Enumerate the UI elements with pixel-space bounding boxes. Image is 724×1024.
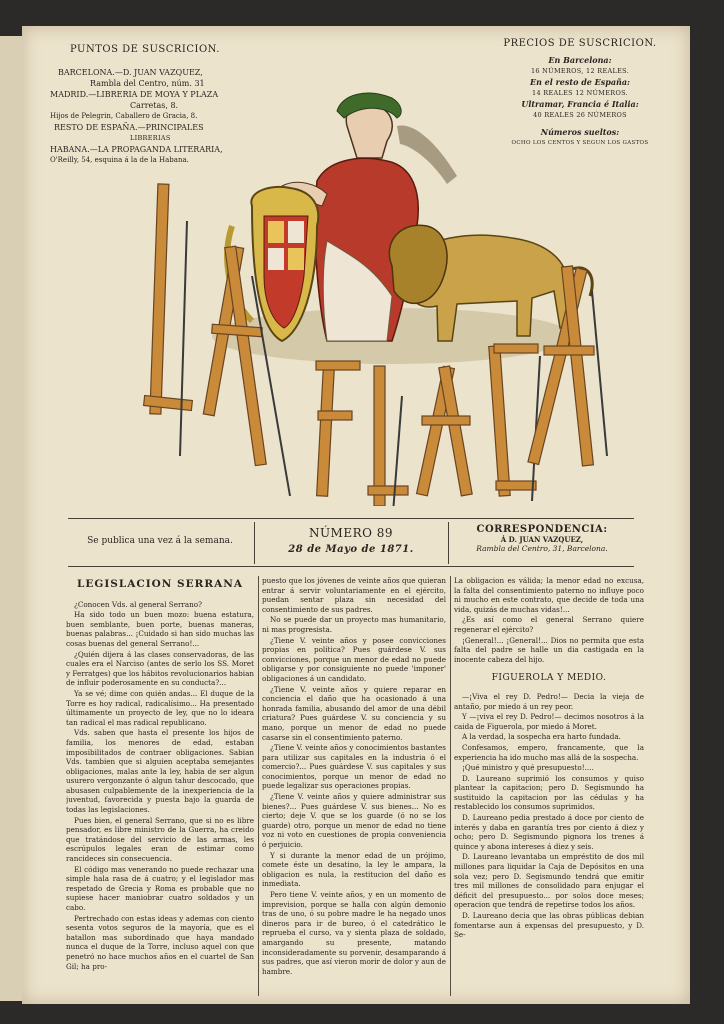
article-heading: FIGUEROLA Y MEDIO. — [491, 673, 607, 684]
band-divider — [254, 522, 255, 564]
article-paragraph: ¿Conocen Vds. al general Serrano? — [74, 599, 202, 609]
article-paragraph: ¿Tiene V. veinte años y posee convicciones propias en política? Pues guárdese V. sus convicciones, porque un menor de edad no puede obligarse y por consiguiente no puede 'imponer' obligaciones á un candidato. — [262, 635, 446, 683]
column-divider — [450, 576, 451, 996]
article-paragraph: —¡Viva el rey D. Pedro!— Decia la vieja de antaño, por miedo á un rey peor. — [454, 691, 644, 711]
price-line: Ultramar, Francia é Italia: — [521, 99, 639, 109]
weekly-notice: Se publica una vez á la semana. — [87, 536, 233, 546]
article-paragraph: Y —¡viva el rey D. Pedro!— decimos nosotros á la caida de Figuerola, por miedo á Moret. — [454, 712, 644, 731]
article-paragraph: ¿Tiene V. veinte años y quiere reparar en conciencia el daño que ha ocasionado á una honrada familia, abusando del amor de una débil criatura? Pues guárdese V. su conciencia y su mano, porque un menor de edad no puede casarse sin el consentimiento paterno. — [262, 684, 446, 742]
article-paragraph: Pero tiene V. veinte años, y en un momento de imprevision, porque se halla con algún demonio tras de uno, ó su pobre madre le ha negado unos dineros para ir de bureo, ó el catedrático le reprueba el curso, va y sienta plaza de soldado, amargando su presente, matando inconsideradamente su porvenir, desamparando á sus padres, que así vieron morir de dolor y aun de hambre. — [262, 890, 446, 976]
article-paragraph: ¿Tiene V. veinte años y quiere administrar sus bienes?... Pues guárdese V. sus bienes... No es cierto; deje V. que se los guarde (ó no se los guarde) otro, porque un menor de edad no tiene voz ni voto en cuestiones de propia conveniencia ó perjuicio. — [262, 792, 446, 850]
left-page-edge — [0, 36, 23, 1001]
price-line: 40 REALES 26 NÚMEROS — [533, 111, 627, 119]
column-1 — [66, 576, 254, 996]
price-line: En Barcelona: — [548, 55, 612, 65]
issue-number: NÚMERO 89 — [308, 526, 394, 540]
issue-band — [68, 522, 634, 564]
article-paragraph: Ya se vé; dime con quién andas... El duque de la Torre es hoy radical, radicalísimo... Ha presentado últimamente un proyecto de ley, que no lo ideara tan radical el mas radical republicano. — [66, 688, 254, 727]
rule-top — [68, 518, 634, 519]
article-paragraph: ¡General!... ¡General!... Dios no permita que esta falta del padre se halle un dia castigada en la inocente cabeza del hijo. — [454, 635, 644, 664]
price-line: OCHO LOS CENTOS Y SEGUN LOS GASTOS — [511, 140, 649, 146]
subscription-line: O'Reilly, 54, esquina á la de la Habana. — [50, 156, 189, 164]
subscription-line: Hijos de Pelegrin, Caballero de Gracia, 8. — [50, 112, 198, 120]
subscription-line: Carretas, 8. — [130, 101, 179, 110]
article-paragraph: D. Laureano decia que las obras públicas debian fomentarse aun á expensas del presupuesto, y D. Se- — [454, 911, 644, 940]
article-paragraph: D. Laureano pedia prestado á doce por ciento de interés y daba en garantía tres por ciento á diez y ocho; pero D. Segismundo pignora los trenes á quince y abona intereses á diez y seis. — [454, 813, 644, 851]
subscription-prices-title: PRECIOS DE SUSCRICION. — [503, 38, 657, 49]
correspondence-address: Rambla del Centro, 31, Barcelona. — [476, 544, 608, 553]
newspaper-page — [22, 26, 690, 1004]
article-paragraph: D. Laureano suprimió los consumos y quiso plantear la capitacion; pero D. Segismundo ha sustituido la capitacion por las cédulas y ha restablecido los consumos suprimidos. — [454, 773, 644, 812]
article-paragraph: Pues bien, el general Serrano, que si no es libre pensador, es libre ministro de la Guerra, ha creido que tratándose del servicio de las armas, les escrúpulos legales eran de estimar como rancideces sin consecuencia. — [66, 815, 254, 864]
article-paragraph: ¡Qué ministro y qué presupuesto!.... — [462, 763, 594, 773]
column-divider — [258, 576, 259, 996]
masthead-illustration — [112, 66, 632, 506]
price-line: Números sueltos: — [540, 127, 620, 137]
price-line: En el resto de España: — [529, 77, 631, 87]
article-paragraph: Y si durante la menor edad de un prójimo, comete éste un desatino, la ley le ampara, la obligacion es nula, la restitucion del daño es inmediata. — [262, 850, 446, 889]
subscription-line: LIBRERIAS — [130, 134, 171, 142]
article-paragraph: La obligacion es válida; la menor edad no excusa, la falta del consentimiento paterno no influye poco ni mucho en este contrato, que decide de toda una vida, quizás de muchas vidas!... — [454, 576, 644, 614]
column-2 — [262, 576, 446, 996]
price-line: 14 REALES 12 NÚMEROS. — [532, 89, 628, 97]
subscription-line: Rambla del Centro, núm. 31 — [90, 79, 205, 88]
rule-bottom — [68, 566, 634, 567]
article-paragraph: Confesamos, empero, francamente, que la experiencia ha ido mucho mas allá de la sospecha. — [454, 742, 644, 762]
article-paragraph: El código mas venerando no puede rechazar una simple hala rasa de á cuatro; y el legislador mas respetado de Grecia y Roma es probable que no supiese hacer maniobrar cuatro soldados y un cabo. — [66, 864, 254, 912]
article-paragraph: ¿Quién dijera á las clases conservadoras, de las cuales era el Narciso (antes de serlo los SS. Moret y Ferratges) que los hábitos revolucionarios habian de influir poderosamente en su conducta?... — [66, 649, 254, 688]
price-line: 16 NÚMEROS, 12 REALES. — [530, 67, 630, 75]
article-paragraph: Ha sido todo un buen mozo: buena estatura, buen semblante, buen porte, buenas maneras, buenas palabras... ¡Cuidado si han sido muchas las cosas buenas del general Serrano!... — [66, 610, 254, 648]
article-heading: LEGISLACION SERRANA — [77, 578, 243, 590]
masthead-title-text: LA FLACA — [369, 496, 375, 497]
article-paragraph: No se puede dar un proyecto mas humanitario, ni mas progresista. — [262, 615, 446, 634]
article-paragraph: ¿Tiene V. veinte años y conocimientos bastantes para utilizar sus capitales en la industria ó el comercio?... Pues guárdese V. sus capitales y sus conocimientos, porque un menor de edad no puede legalizar sus operaciones propias. — [262, 743, 446, 791]
subscription-line: MADRID.—LIBRERIA DE MOYA Y PLAZA — [50, 90, 219, 99]
band-divider — [448, 522, 449, 564]
correspondence-recipient: Á D. JUAN VAZQUEZ, — [500, 535, 584, 544]
correspondence-title: CORRESPONDENCIA: — [476, 524, 608, 535]
article-paragraph: ¿Es así como el general Serrano quiere regenerar el ejército? — [454, 615, 644, 634]
article-paragraph: D. Laureano levantaba un empréstito de dos mil millones para liquidar la Caja de Depósitos en una sola vez; pero D. Segismundo tendrá que emitir tres mil millones de consolidado para enjugar el déficit del presupuesto... por solos doce meses; operacion que tendrá de repetirse todos los años. — [454, 852, 644, 910]
article-paragraph: Pertrechado con estas ideas y ademas con ciento sesenta votos seguros de la mayoría, que es el batallon mas subordinado que haya mandado nunca el duque de la Torre, incluso aquel con que penetró no hace muchos años en el cuartel de San Gil; ha pro- — [66, 913, 254, 971]
article-paragraph: Vds. saben que hasta el presente los hijos de familia, los menores de edad, estaban imposibilitados de contraer obligaciones. Sabian Vds. tambien que si alguien aceptaba semejantes obligaciones, malas ante la ley, habia de ser algun usurero vergonzante ó algun tahur descocado, que abusasen culpablemente de la inexperiencia de la juventud, favorecida y puesta bajo la guarda de todas las legislaciones. — [66, 728, 254, 815]
correspondence-block — [450, 522, 634, 564]
subscription-line: HABANA.—LA PROPAGANDA LITERARIA, — [50, 145, 223, 154]
article-paragraph: A la verdad, la sospecha era harto fundada. — [462, 732, 621, 742]
column-3 — [454, 576, 644, 996]
subscription-line: RESTO DE ESPAÑA.—PRINCIPALES — [54, 123, 204, 132]
article-paragraph: puesto que los jóvenes de veinte años que quieran entrar á servir voluntariamente en el ejército, puedan sentar plaza sin necesidad del consentimiento de sus padres. — [262, 576, 446, 614]
issue-info — [256, 522, 446, 564]
subscription-points-title: PUNTOS DE SUSCRICION. — [70, 44, 220, 55]
issue-date: 28 de Mayo de 1871. — [288, 544, 414, 555]
subscription-line: BARCELONA.—D. JUAN VAZQUEZ, — [58, 68, 203, 77]
